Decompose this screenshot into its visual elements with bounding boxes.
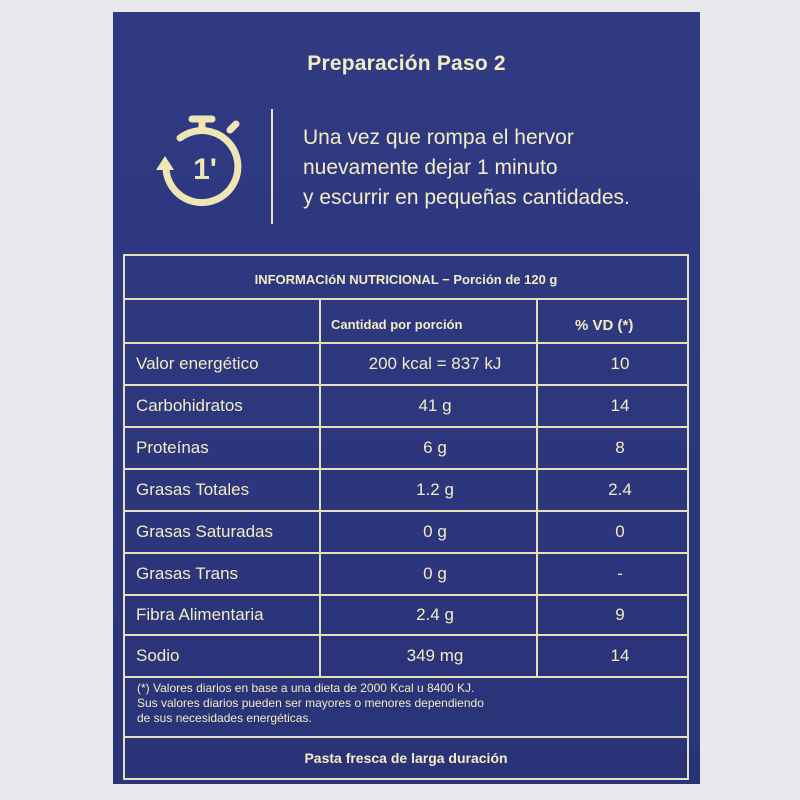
row-name: Grasas Totales xyxy=(136,480,250,499)
step-line: Una vez que rompa el hervor xyxy=(303,126,574,149)
row-amount: 0 g xyxy=(423,522,447,541)
divider xyxy=(125,736,687,738)
row-amount: 41 g xyxy=(418,396,452,415)
package-panel xyxy=(113,12,700,784)
stopwatch-icon xyxy=(150,112,254,216)
table-row xyxy=(125,470,687,510)
row-dv: - xyxy=(617,564,623,583)
row-dv: 9 xyxy=(615,605,625,624)
divider xyxy=(125,676,687,678)
row-dv: 8 xyxy=(615,438,625,457)
nutrition-title: INFORMACIóN NUTRICIONAL − Porción de 120 g xyxy=(254,272,558,287)
table-row xyxy=(125,386,687,426)
row-amount: 0 g xyxy=(423,564,447,583)
header-amount: Cantidad por porción xyxy=(331,317,463,332)
step-instructions xyxy=(303,123,693,213)
row-dv: 2.4 xyxy=(608,480,632,499)
divider xyxy=(125,298,687,300)
footnote-line: (*) Valores diarios en base a una dieta de 2000 Kcal u 8400 KJ. xyxy=(137,681,475,695)
table-row xyxy=(125,595,687,635)
row-amount: 1.2 g xyxy=(416,480,454,499)
row-amount: 200 kcal = 837 kJ xyxy=(368,354,502,373)
row-name: Sodio xyxy=(136,646,180,665)
row-dv: 0 xyxy=(615,522,625,541)
step-line: nuevamente dejar 1 minuto xyxy=(303,156,558,179)
footnote xyxy=(137,681,677,726)
footnote-line: de sus necesidades energéticas. xyxy=(137,711,312,725)
nutrition-table xyxy=(123,254,689,780)
row-name: Fibra Alimentaria xyxy=(136,605,264,624)
row-name: Carbohidratos xyxy=(136,396,243,415)
row-name: Grasas Trans xyxy=(136,564,239,583)
row-dv: 10 xyxy=(610,354,630,373)
footnote-line: Sus valores diarios pueden ser mayores o menores dependiendo xyxy=(137,696,484,710)
row-dv: 14 xyxy=(610,646,630,665)
product-tagline: Pasta fresca de larga duración xyxy=(304,750,508,766)
vertical-divider xyxy=(271,109,273,224)
table-row xyxy=(125,554,687,594)
table-row xyxy=(125,428,687,468)
step-title: Preparación Paso 2 xyxy=(307,52,506,75)
table-row xyxy=(125,512,687,552)
row-name: Grasas Saturadas xyxy=(136,522,274,541)
table-row xyxy=(125,636,687,676)
row-name: Valor energético xyxy=(136,354,259,373)
row-dv: 14 xyxy=(610,396,630,415)
step-line: y escurrir en pequeñas cantidades. xyxy=(303,186,630,209)
timer-label: 1' xyxy=(193,153,217,186)
table-row xyxy=(125,344,687,384)
row-amount: 349 mg xyxy=(406,646,464,665)
header-dv: % VD (*) xyxy=(575,317,634,334)
row-name: Proteínas xyxy=(136,438,209,457)
row-amount: 2.4 g xyxy=(416,605,454,624)
row-amount: 6 g xyxy=(423,438,447,457)
